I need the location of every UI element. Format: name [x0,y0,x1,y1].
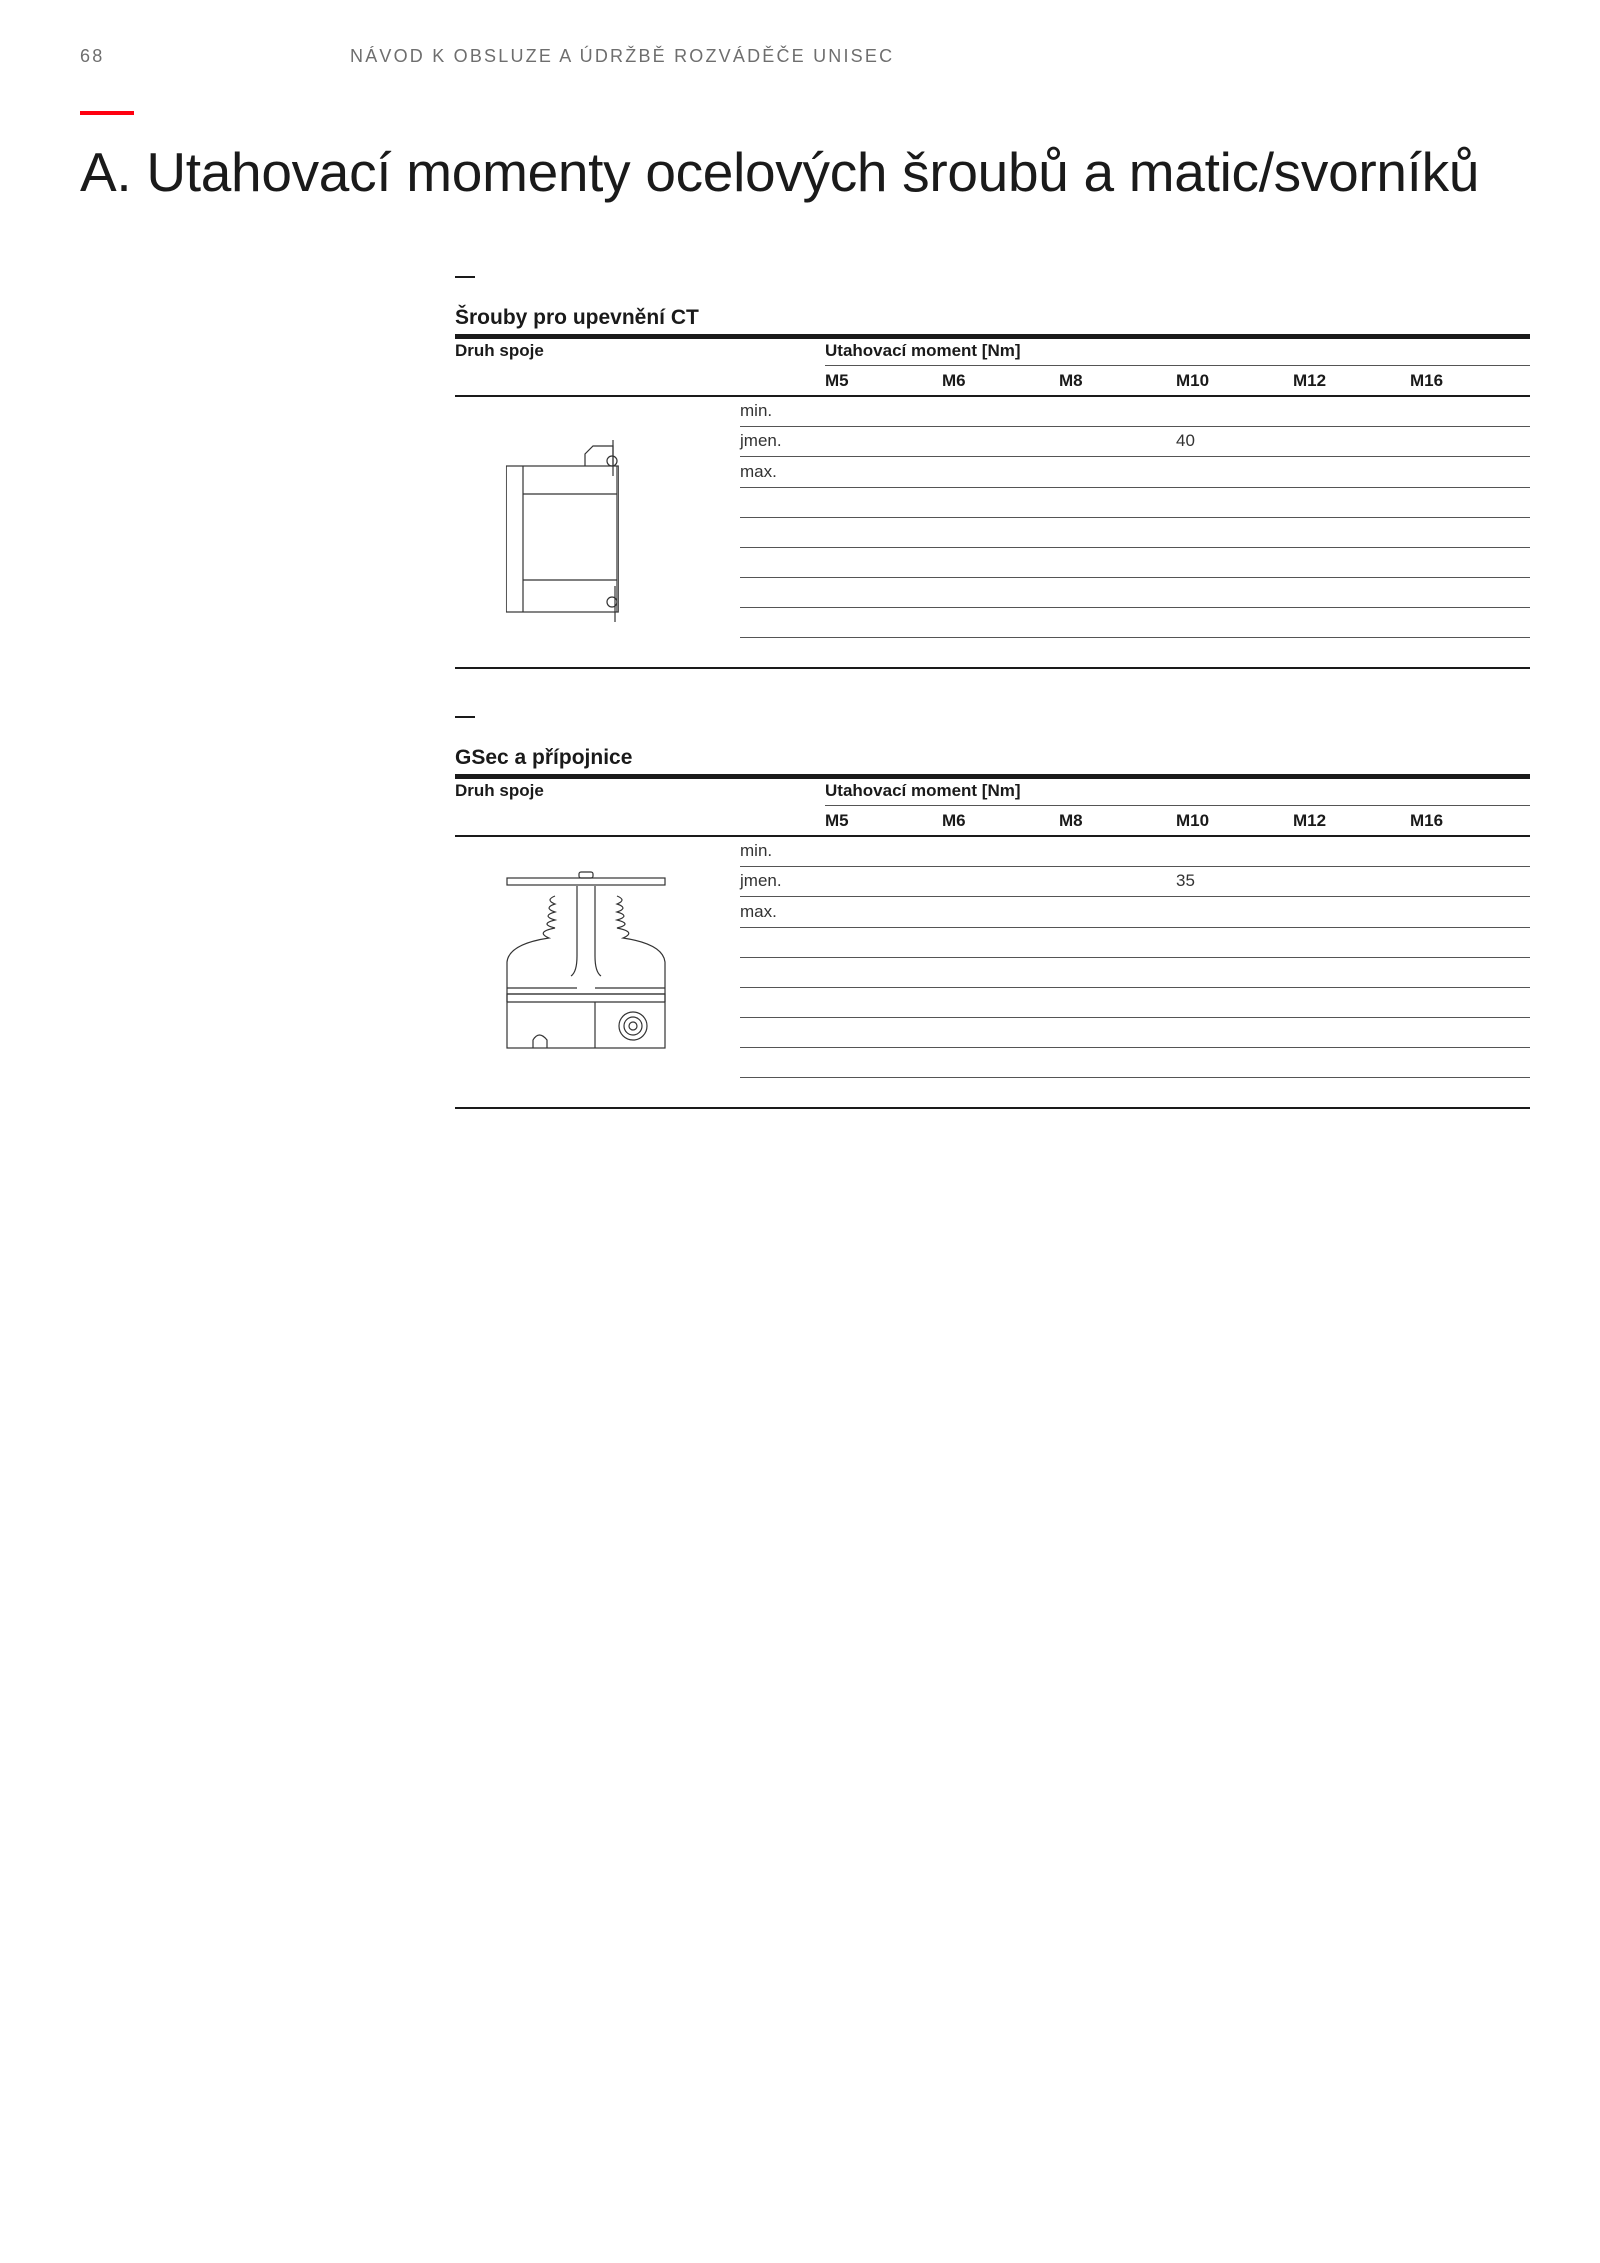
table-top-rule [455,334,1530,339]
row-label-min: min. [740,841,773,860]
row-divider [740,1077,1530,1078]
col-header-joint: Druh spoje [455,341,544,360]
row-label-nominal: jmen. [740,871,782,890]
section-title: GSec a přípojnice [455,746,633,769]
size-header-m6: M6 [942,811,966,830]
page-number: 68 [80,46,105,66]
size-header-m8: M8 [1059,371,1083,390]
row-label-nominal: jmen. [740,431,782,450]
size-header-m5: M5 [825,811,849,830]
row-divider [740,517,1530,518]
row-divider [740,426,1530,427]
row-divider [740,1017,1530,1018]
row-divider [740,957,1530,958]
row-divider [740,637,1530,638]
size-header-m6: M6 [942,371,966,390]
size-header-m12: M12 [1293,811,1327,830]
row-label-max: max. [740,902,777,921]
row-divider [740,577,1530,578]
document-title: NÁVOD K OBSLUZE A ÚDRŽBĚ ROZVÁDĚČE UNISEC [350,46,895,66]
section-gsec-busbar [455,716,1530,1116]
accent-bar [80,111,134,115]
gsec-busbar-drawing-icon [505,866,675,1066]
col-header-torque: Utahovací moment [Nm] [825,781,1021,800]
row-divider [740,1047,1530,1048]
size-header-m10: M10 [1176,371,1210,390]
row-label-min: min. [740,401,773,420]
table-bottom-rule [455,1107,1530,1109]
size-header-m5: M5 [825,371,849,390]
col-header-joint: Druh spoje [455,781,544,800]
section-title: Šrouby pro upevnění CT [455,306,699,329]
header-divider [825,365,1530,366]
table-top-rule [455,774,1530,779]
size-header-m8: M8 [1059,811,1083,830]
col-header-torque: Utahovací moment [Nm] [825,341,1021,360]
value-nominal-m10: 35 [1176,871,1195,890]
row-divider [740,866,1530,867]
row-label-max: max. [740,462,777,481]
row-divider [740,896,1530,897]
size-header-m10: M10 [1176,811,1210,830]
row-divider [740,547,1530,548]
size-header-m16: M16 [1410,811,1444,830]
header-divider [825,805,1530,806]
ct-mounting-bolts-drawing-icon [505,436,635,626]
table-bottom-rule [455,667,1530,669]
section-dash [455,276,475,278]
row-divider [740,607,1530,608]
header-bottom-rule [455,395,1530,397]
section-ct-bolts [455,276,1530,676]
page-title: A. Utahovací momenty ocelových šroubů a matic/svorníků [80,141,1480,203]
row-divider [740,456,1530,457]
row-divider [740,927,1530,928]
row-divider [740,987,1530,988]
row-divider [740,487,1530,488]
size-header-m16: M16 [1410,371,1444,390]
value-nominal-m10: 40 [1176,431,1195,450]
header-bottom-rule [455,835,1530,837]
page-header [80,46,1540,66]
section-dash [455,716,475,718]
size-header-m12: M12 [1293,371,1327,390]
